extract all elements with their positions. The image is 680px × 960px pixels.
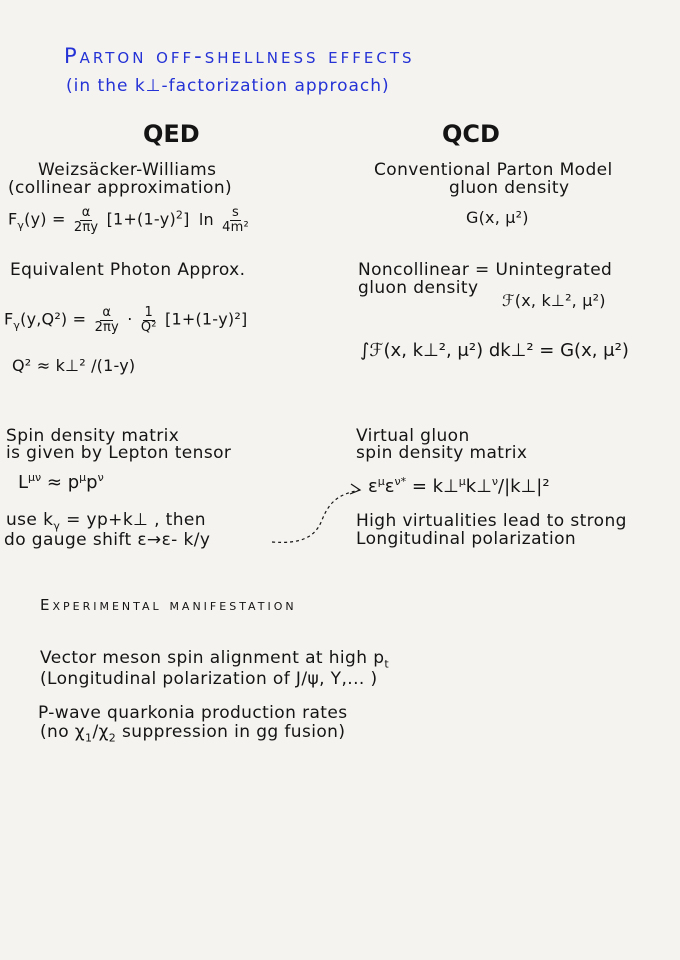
eps-formula: $\varepsilon^\mu\varepsilon^{\nu*}$ = k⊥$^\mu$k⊥$^\nu$/|k⊥|² [368, 475, 550, 497]
nonc-line2: gluon density [358, 278, 479, 298]
lepton-tensor-formula: $L^{\mu\nu} \approx p^\mu p^\nu$ [18, 471, 104, 493]
spin-line2: is given by Lepton tensor [6, 443, 232, 463]
integral-formula: ∫ℱ(x, k⊥², μ²) dk⊥² = G(x, μ²) [360, 340, 629, 361]
spin-line1: Spin density matrix [6, 426, 180, 446]
qed-heading: QED [143, 120, 200, 148]
ww-title: Weizsäcker-Williams [38, 160, 217, 180]
q2-formula: Q² ≈ k⊥² /(1-y) [12, 356, 136, 375]
cpm-subtitle: gluon density [449, 178, 570, 198]
exp-item2-line2: (no $\chi_1/\chi_2$ suppression in gg fusion) [40, 722, 346, 745]
gauge-line2: do gauge shift ε→ε- k/y [4, 530, 211, 550]
exp-item1-line2: (Longitudinal polarization of J/ψ, Υ,... ) [40, 669, 378, 689]
exp-item2-line1: P-wave quarkonia production rates [38, 703, 348, 723]
virtual-line1: Virtual gluon [356, 426, 470, 446]
ww-formula: $F_\gamma(y)$ = $\frac{\alpha}{2\pi y}$ $[1+(1-y)^2]$ ln $\frac{s}{\text{4m²}}$ [8, 205, 249, 235]
experimental-heading: Experimental manifestation [40, 596, 297, 614]
gauge-line1: use $k_\gamma$ = yp+k⊥ , then [6, 510, 206, 533]
virtual-line2: spin density matrix [356, 443, 528, 463]
qcd-heading: QCD [442, 120, 500, 148]
exp-item1-line1: Vector meson spin alignment at high $p_t$ [40, 648, 390, 671]
ww-subtitle: (collinear approximation) [8, 178, 233, 198]
cpm-title: Conventional Parton Model [374, 160, 613, 180]
high-line1: High virtualities lead to strong [356, 511, 627, 531]
high-line2: Longitudinal polarization [356, 529, 577, 549]
nonc-line1: Noncollinear = Unintegrated [358, 260, 613, 280]
nonc-formula: ℱ(x, k⊥², μ²) [502, 291, 606, 310]
epa-formula: $F_\gamma(y,Q^2)$ = $\frac{\alpha}{2\pi y}$ · $\frac{1}{\text{Q²}}$ [1+(1-y)²] [4, 305, 248, 335]
page-subtitle: (in the k⊥-factorization approach) [66, 76, 390, 96]
epa-title: Equivalent Photon Approx. [10, 260, 246, 280]
page-title: Parton off-shellness effects [64, 44, 415, 68]
cpm-formula: G(x, μ²) [466, 208, 529, 227]
